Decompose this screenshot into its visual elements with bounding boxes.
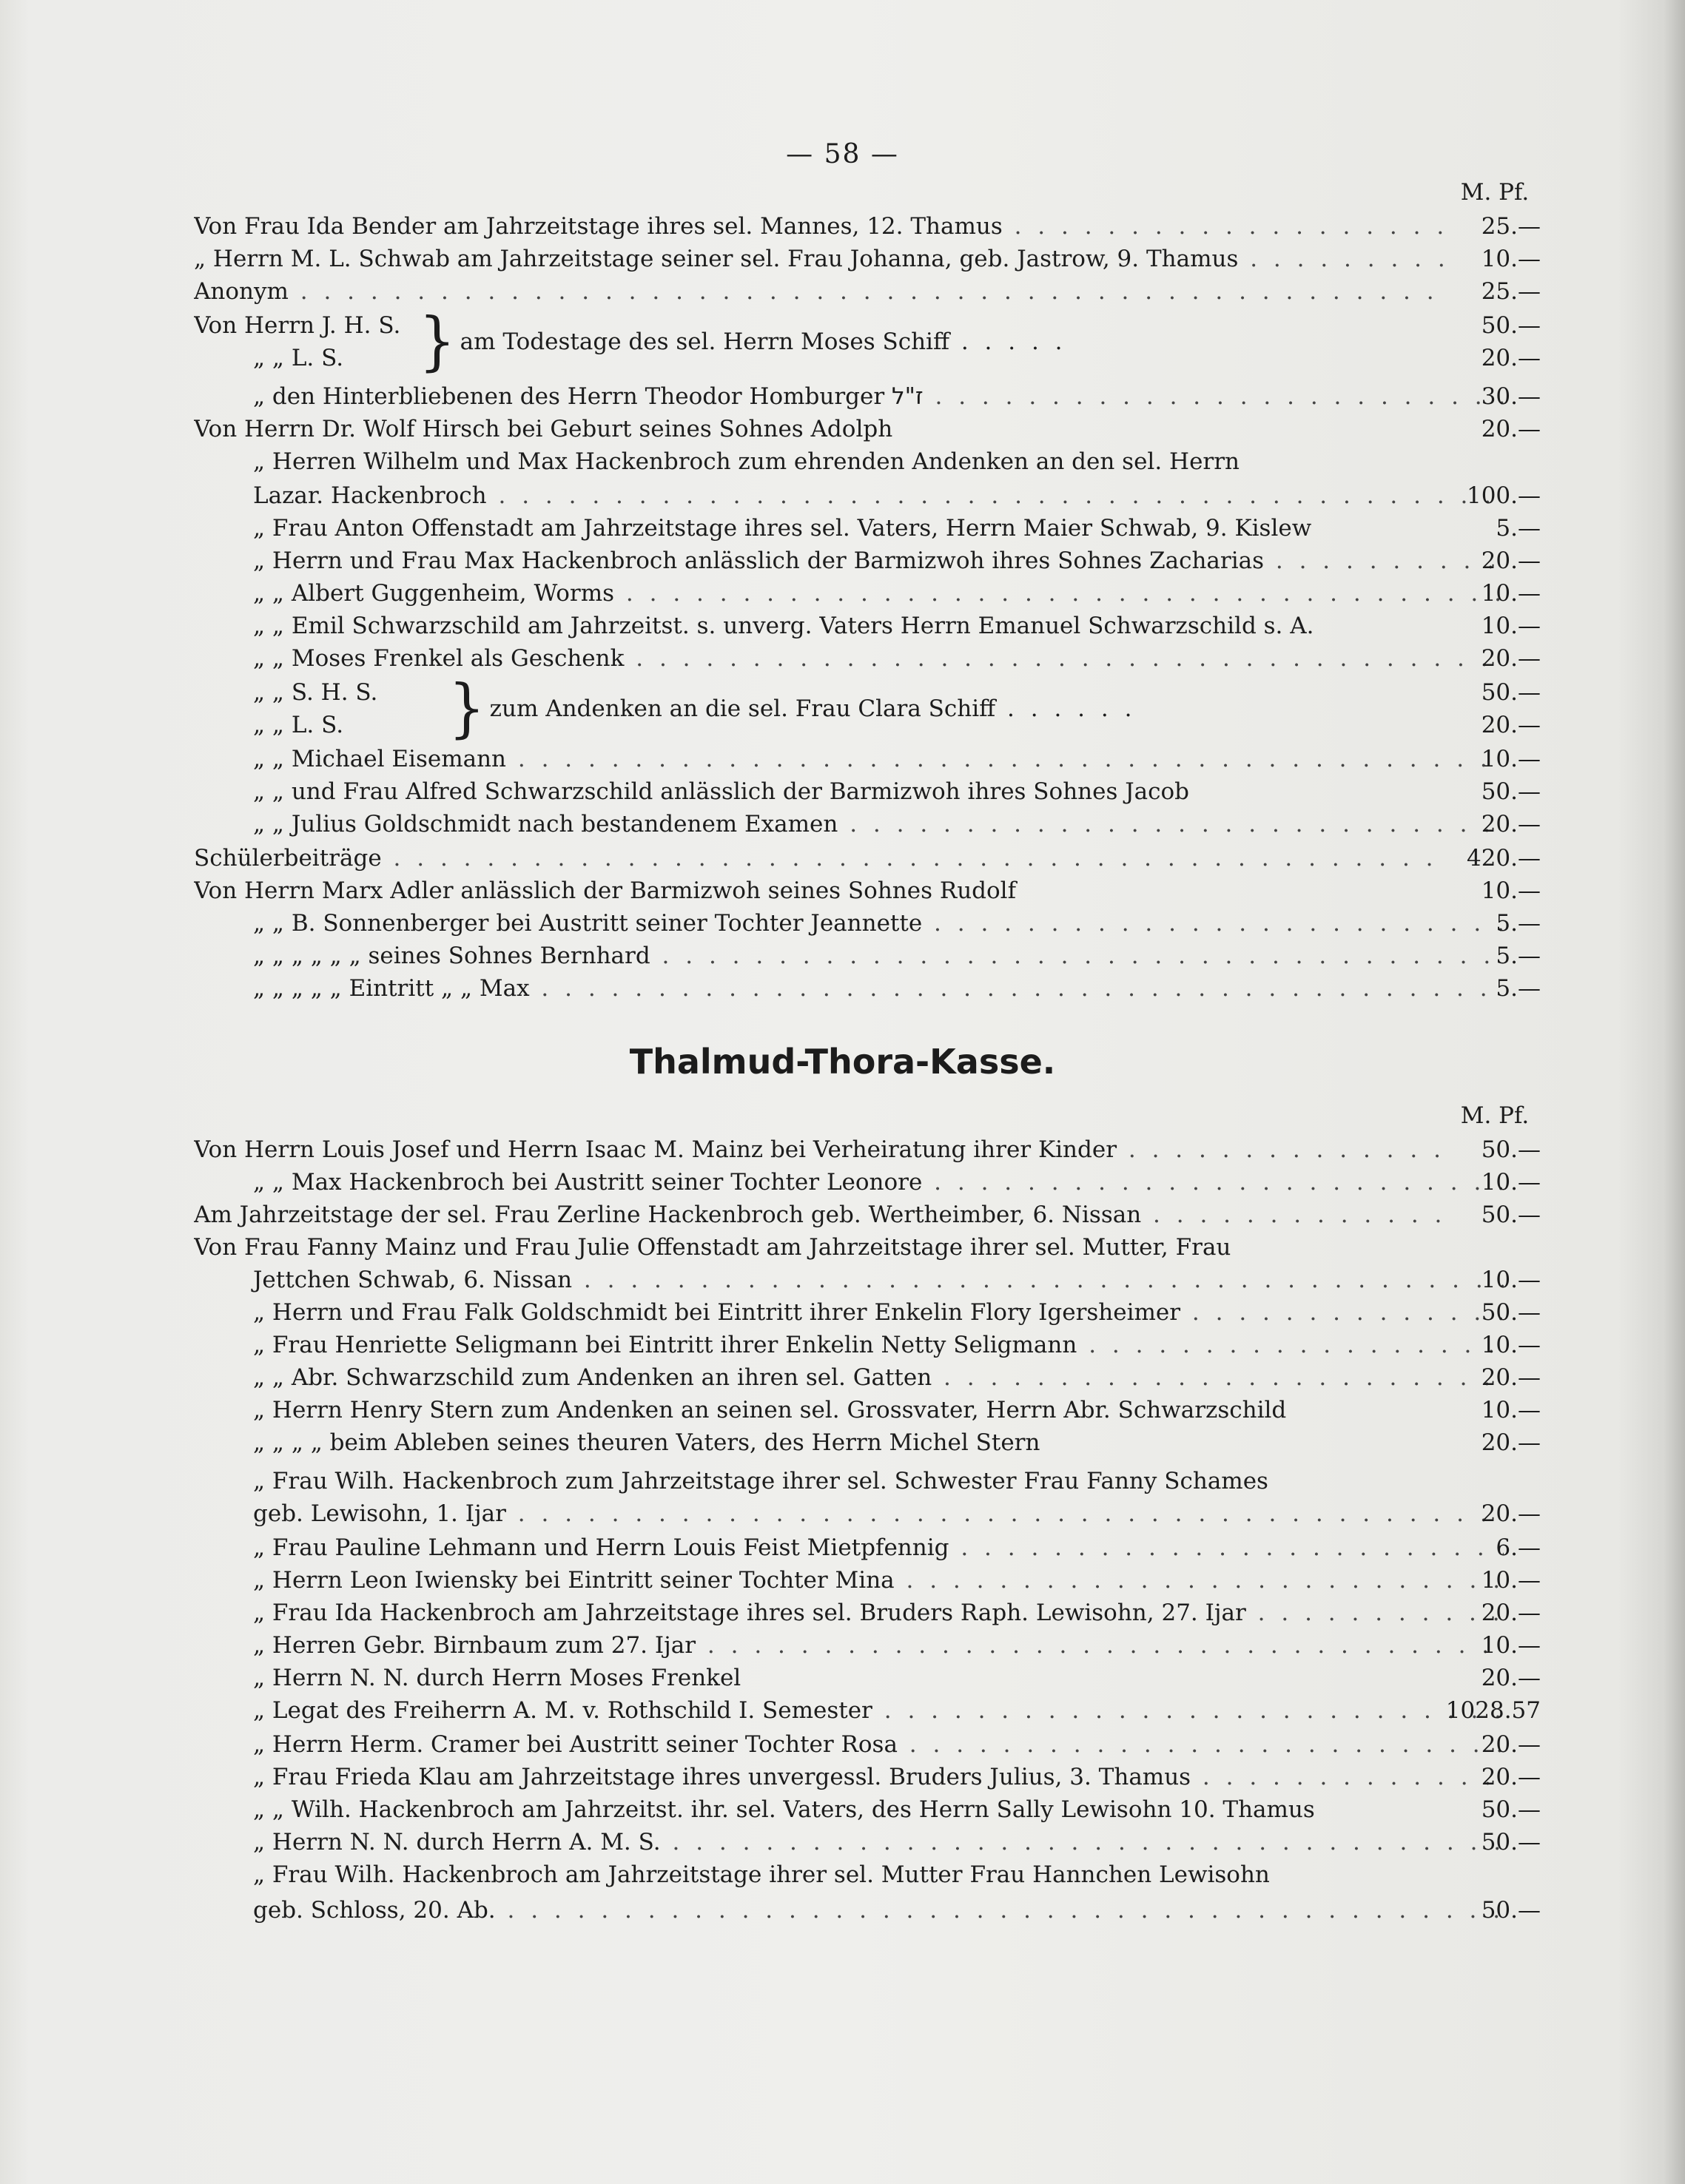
entry-amount: 20.—	[1481, 1429, 1541, 1456]
currency-header-2: M. Pf.	[1460, 1102, 1530, 1129]
entry-amount: 5.—	[1496, 943, 1541, 969]
entry-amount: 10.—	[1481, 1567, 1541, 1594]
page-number: — 58 —	[786, 139, 899, 169]
list-item	[194, 1531, 1541, 1564]
list-item	[194, 1793, 1541, 1826]
entry-amount: 10.—	[1481, 746, 1541, 772]
entry-text: Lazar. Hackenbroch . . .	[194, 479, 1504, 512]
entry-text: „ „ S. H. S.	[253, 679, 378, 706]
entry-text: geb. Schloss, 20. Ab. . . .	[194, 1894, 1504, 1927]
entry-text: „ „ L. S.	[253, 345, 344, 371]
list-item	[194, 972, 1541, 1005]
list-item	[444, 672, 1413, 746]
entry-text: „ Herren Wilhelm und Max Hackenbroch zum ehrenden Andenken an den sel. Herrn	[253, 448, 1240, 475]
list-item	[194, 1329, 1541, 1361]
entry-text: „ Frau Pauline Lehmann und Herrn Louis Feist Mietpfennig . . .	[194, 1531, 1504, 1564]
list-item	[194, 1133, 1541, 1166]
brace-icon: }	[419, 305, 456, 379]
entry-text: „ Herrn M. L. Schwab am Jahrzeitstage seiner sel. Frau Johanna, geb. Jastrow, 9. Thamus . . .	[194, 243, 1444, 275]
list-item	[194, 775, 1541, 808]
entry-amount: 50.—	[1481, 1897, 1541, 1924]
list-item	[194, 1629, 1541, 1662]
list-item	[194, 1231, 1541, 1264]
entry-text: Von Frau Fanny Mainz und Frau Julie Offenstadt am Jahrzeitstage ihrer sel. Mutter, Frau	[194, 1234, 1231, 1261]
entry-text: Von Herrn J. H. S.	[194, 312, 401, 339]
list-item	[194, 512, 1541, 545]
entry-amount: 25.—	[1481, 213, 1541, 240]
entry-text: „ Herrn Henry Stern zum Andenken an seinen sel. Grossvater, Herrn Abr. Schwarzschild	[253, 1397, 1287, 1423]
entry-text: „ Frau Frieda Klau am Jahrzeitstage ihres unvergessl. Bruders Julius, 3. Thamus . . .	[194, 1761, 1504, 1793]
list-item	[194, 445, 1541, 478]
entry-text: „ „ B. Sonnenberger bei Austritt seiner Tochter Jeannette . . .	[194, 907, 1504, 940]
list-item	[194, 1497, 1541, 1530]
entry-text: „ „ Abr. Schwarzschild zum Andenken an ihren sel. Gatten . . .	[194, 1361, 1504, 1394]
entry-text: „ Herrn N. N. durch Herrn Moses Frenkel	[253, 1665, 741, 1691]
entry-text: „ Herren Gebr. Birnbaum zum 27. Ijar . . .	[194, 1629, 1504, 1662]
list-item	[194, 1694, 1541, 1727]
entry-amount: 20.—	[1481, 1764, 1541, 1790]
entry-amount: 20.—	[1481, 712, 1541, 738]
list-item	[194, 907, 1541, 940]
entry-text: „ „ Albert Guggenheim, Worms . . .	[194, 577, 1504, 610]
list-item	[194, 940, 1541, 972]
entry-text: „ Herrn Leon Iwiensky bei Eintritt seiner Tochter Mina . . .	[194, 1564, 1504, 1597]
entry-amount: 30.—	[1481, 383, 1541, 410]
entry-amount: 50.—	[1481, 312, 1541, 339]
list-item	[194, 1296, 1541, 1329]
list-item	[194, 1166, 1541, 1199]
entry-amount: 20.—	[1481, 1500, 1541, 1527]
entry-amount: 50.—	[1481, 778, 1541, 805]
entry-amount: 50.—	[1481, 1299, 1541, 1326]
entry-text: „ „ Wilh. Hackenbroch am Jahrzeitst. ihr. sel. Vaters, des Herrn Sally Lewisohn 10. Thamus	[253, 1796, 1315, 1823]
entry-amount: 25.—	[1481, 278, 1541, 305]
entry-amount: 10.—	[1481, 613, 1541, 639]
list-item	[194, 1564, 1541, 1597]
entry-amount: 10.—	[1481, 246, 1541, 272]
entry-amount: 20.—	[1481, 1600, 1541, 1626]
entry-text: „ „ Max Hackenbroch bei Austritt seiner Tochter Leonore . . .	[194, 1166, 1504, 1199]
entry-text: Von Frau Ida Bender am Jahrzeitstage ihres sel. Mannes, 12. Thamus . . .	[194, 210, 1444, 243]
entry-text: Von Herrn Dr. Wolf Hirsch bei Geburt seines Sohnes Adolph	[194, 416, 893, 442]
entry-text: Jettchen Schwab, 6. Nissan . . .	[194, 1264, 1504, 1296]
entry-amount: 10.—	[1481, 1169, 1541, 1196]
entry-text	[194, 380, 1504, 413]
entry-amount: 50.—	[1481, 1136, 1541, 1163]
entry-amount: 10.—	[1481, 1267, 1541, 1293]
entry-text: „ „ L. S.	[253, 712, 344, 738]
entry-amount: 1028.57	[1445, 1697, 1541, 1724]
entry-text: „ Frau Wilh. Hackenbroch zum Jahrzeitstage ihrer sel. Schwester Frau Fanny Schames	[253, 1468, 1268, 1494]
list-item	[194, 874, 1541, 907]
entry-amount: 20.—	[1481, 645, 1541, 672]
list-item	[194, 479, 1541, 512]
entry-text: „ „ „ „ „ Eintritt „ „ Max . . .	[194, 972, 1504, 1005]
list-item	[194, 545, 1541, 577]
entry-amount: 20.—	[1481, 345, 1541, 371]
list-item	[194, 1894, 1541, 1927]
entry-amount: 20.—	[1481, 416, 1541, 442]
entry-text: „ „ „ „ „ „ seines Sohnes Bernhard . . .	[194, 940, 1504, 972]
entry-text: „ Frau Henriette Seligmann bei Eintritt ihrer Enkelin Netty Seligmann . . .	[194, 1329, 1504, 1361]
entry-text: „ Herrn und Frau Falk Goldschmidt bei Eintritt ihrer Enkelin Flory Igersheimer . . .	[194, 1296, 1504, 1329]
entry-text: Am Jahrzeitstage der sel. Frau Zerline Hackenbroch geb. Wertheimber, 6. Nissan . . .	[194, 1199, 1444, 1231]
entry-amount: 5.—	[1496, 975, 1541, 1002]
list-item	[194, 413, 1541, 445]
entry-amount: 10.—	[1481, 1332, 1541, 1358]
entry-text: „ „ Emil Schwarzschild am Jahrzeitst. s. unverg. Vaters Herrn Emanuel Schwarzschild s. A.	[253, 613, 1314, 639]
list-item	[194, 1858, 1541, 1891]
entry-text: Anonym . . .	[194, 275, 1444, 308]
dot-leader: . . . . .	[949, 328, 1067, 355]
list-item	[194, 1761, 1541, 1793]
list-item	[194, 610, 1541, 642]
section-title: Thalmud-Thora-Kasse.	[629, 1042, 1056, 1082]
entry-text: „ Frau Ida Hackenbroch am Jahrzeitstage ihres sel. Bruders Raph. Lewisohn, 27. Ijar . . .	[194, 1597, 1504, 1629]
list-item	[194, 1597, 1541, 1629]
entry-amount: 20.—	[1481, 1731, 1541, 1758]
list-item	[194, 743, 1541, 775]
entry-text: „ Frau Wilh. Hackenbroch am Jahrzeitstage ihrer sel. Mutter Frau Hannchen Lewisohn	[253, 1861, 1270, 1888]
entry-text: „ „ „ „ beim Ableben seines theuren Vaters, des Herrn Michel Stern	[253, 1429, 1040, 1456]
entry-text: „ „ und Frau Alfred Schwarzschild anlässlich der Barmizwoh ihres Sohnes Jacob	[253, 778, 1190, 805]
hebrew-abbreviation: ז"ל	[892, 383, 924, 410]
list-item	[194, 243, 1541, 275]
list-item	[414, 305, 1413, 379]
entry-text: „ Herrn und Frau Max Hackenbroch anlässlich der Barmizwoh ihres Sohnes Zacharias . . .	[194, 545, 1504, 577]
list-item	[194, 1826, 1541, 1858]
list-item	[194, 842, 1541, 874]
list-item	[194, 1662, 1541, 1694]
entry-amount: 10.—	[1481, 1632, 1541, 1659]
entry-amount: 50.—	[1481, 1796, 1541, 1823]
list-item	[194, 1728, 1541, 1761]
entry-amount: 6.—	[1496, 1534, 1541, 1561]
entry-amount: 20.—	[1481, 811, 1541, 837]
entry-amount: 50.—	[1481, 679, 1541, 706]
dot-leader: . . . . . .	[995, 695, 1137, 722]
list-item	[194, 577, 1541, 610]
entry-text: zum Andenken an die sel. Frau Clara Schiff	[489, 695, 996, 722]
list-item	[194, 380, 1541, 413]
entry-amount: 10.—	[1481, 1397, 1541, 1423]
list-item	[194, 642, 1541, 675]
entry-text: Schülerbeiträge . . .	[194, 842, 1444, 874]
entry-amount: 50.—	[1481, 1201, 1541, 1228]
entry-text: Von Herrn Marx Adler anlässlich der Barmizwoh seines Sohnes Rudolf	[194, 877, 1017, 904]
entry-amount: 5.—	[1496, 515, 1541, 542]
list-item	[194, 1264, 1541, 1296]
entry-amount: 20.—	[1481, 547, 1541, 574]
entry-text: „ „ Michael Eisemann . . .	[194, 743, 1504, 775]
list-item	[194, 1426, 1541, 1459]
list-item	[194, 1361, 1541, 1394]
entry-amount: 10.—	[1481, 877, 1541, 904]
entry-text: „ Herrn Herm. Cramer bei Austritt seiner Tochter Rosa . . .	[194, 1728, 1504, 1761]
currency-header-1: M. Pf.	[1460, 179, 1530, 206]
entry-text: geb. Lewisohn, 1. Ijar . . .	[194, 1497, 1504, 1530]
list-item	[194, 1199, 1541, 1231]
entry-amount: 420.—	[1466, 845, 1541, 872]
entry-amount: 50.—	[1481, 1829, 1541, 1856]
list-item	[194, 275, 1541, 308]
entry-amount: 5.—	[1496, 910, 1541, 937]
entry-text: Von Herrn Louis Josef und Herrn Isaac M. Mainz bei Verheiratung ihrer Kinder . . .	[194, 1133, 1444, 1166]
entry-amount: 100.—	[1466, 482, 1541, 509]
entry-text: „ „ Moses Frenkel als Geschenk . . .	[194, 642, 1504, 675]
entry-amount: 20.—	[1481, 1364, 1541, 1391]
entry-text: „ Herrn N. N. durch Herrn A. M. S. . . .	[194, 1826, 1504, 1858]
entry-text: „ „ Julius Goldschmidt nach bestandenem Examen . . .	[194, 808, 1504, 840]
entry-text: am Todestage des sel. Herrn Moses Schiff	[460, 328, 949, 355]
list-item	[194, 1465, 1541, 1497]
list-item	[194, 1394, 1541, 1426]
page-edge-shadow	[1663, 0, 1685, 2184]
entry-text: „ Legat des Freiherrn A. M. v. Rothschild I. Semester . . .	[194, 1694, 1504, 1727]
entry-text: „ Frau Anton Offenstadt am Jahrzeitstage ihres sel. Vaters, Herrn Maier Schwab, 9. Kislew	[253, 515, 1312, 542]
list-item	[194, 808, 1541, 840]
entry-amount: 10.—	[1481, 580, 1541, 607]
list-item	[194, 210, 1541, 243]
entry-amount: 20.—	[1481, 1665, 1541, 1691]
entry-text-main: „ den Hinterbliebenen des Herrn Theodor Homburger	[253, 383, 885, 410]
brace-icon: }	[448, 672, 485, 746]
